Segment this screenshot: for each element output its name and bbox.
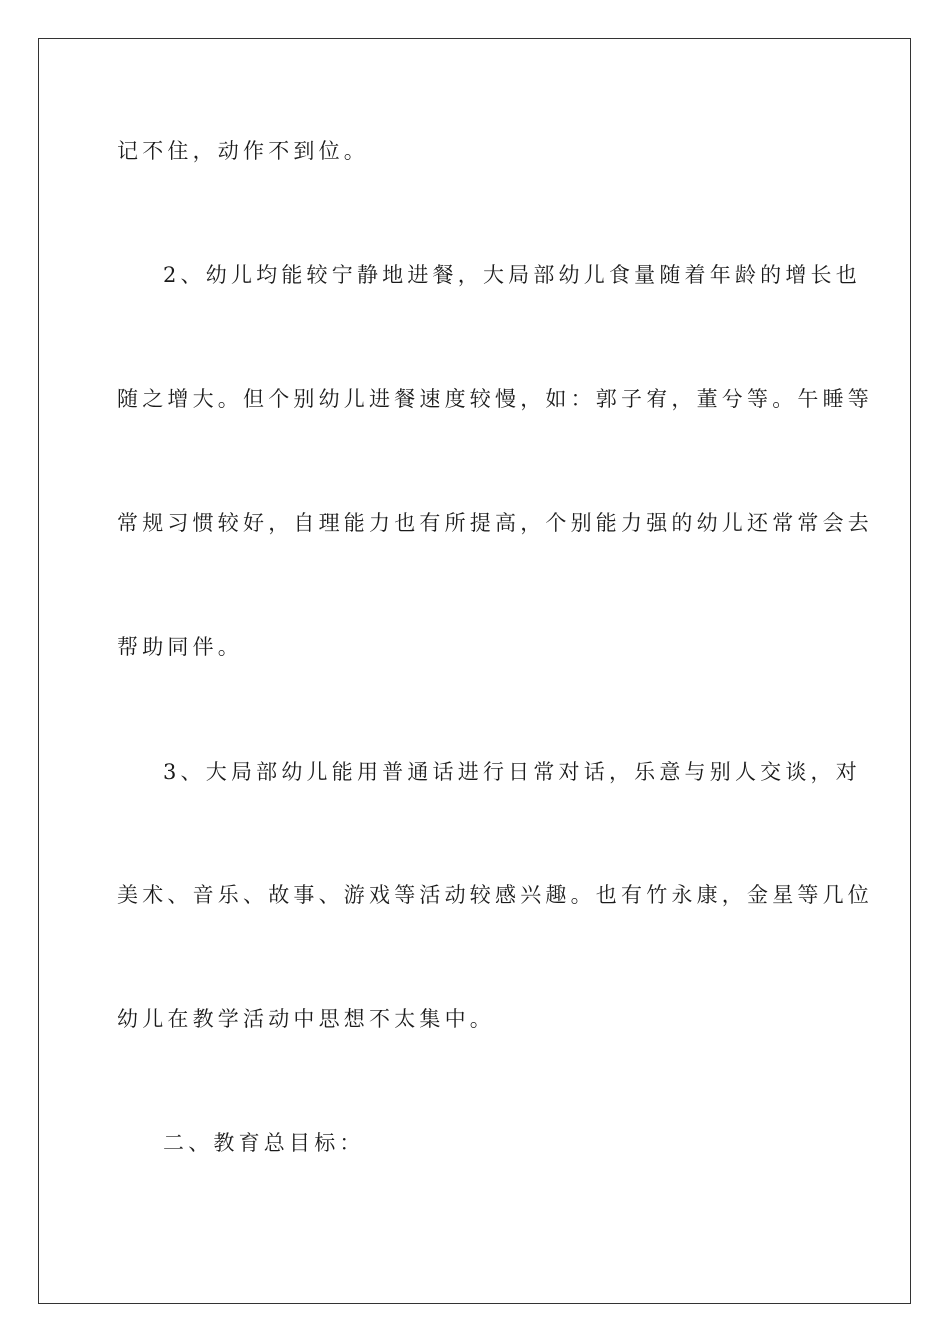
paragraph-3-line-2: 美术、音乐、故事、游戏等活动较感兴趣。也有竹永康，金星等几位: [117, 883, 873, 907]
text-line-1: 记不住，动作不到位。: [117, 139, 369, 163]
paragraph-2-line-4: 帮助同伴。: [117, 635, 243, 659]
paragraph-3-line-3: 幼儿在教学活动中思想不太集中。: [117, 1007, 495, 1031]
paragraph-3-line-1: 3、大局部幼儿能用普通话进行日常对话，乐意与别人交谈，对: [163, 760, 861, 784]
page-border: [38, 38, 911, 1304]
paragraph-2-line-1: 2、幼儿均能较宁静地进餐，大局部幼儿食量随着年龄的增长也: [163, 263, 861, 287]
paragraph-2-line-3: 常规习惯较好，自理能力也有所提高，个别能力强的幼儿还常常会去: [117, 511, 873, 535]
paragraph-2-line-2: 随之增大。但个别幼儿进餐速度较慢，如：郭子宥，董兮等。午睡等: [117, 387, 873, 411]
section-heading: 二、教育总目标：: [163, 1131, 365, 1155]
